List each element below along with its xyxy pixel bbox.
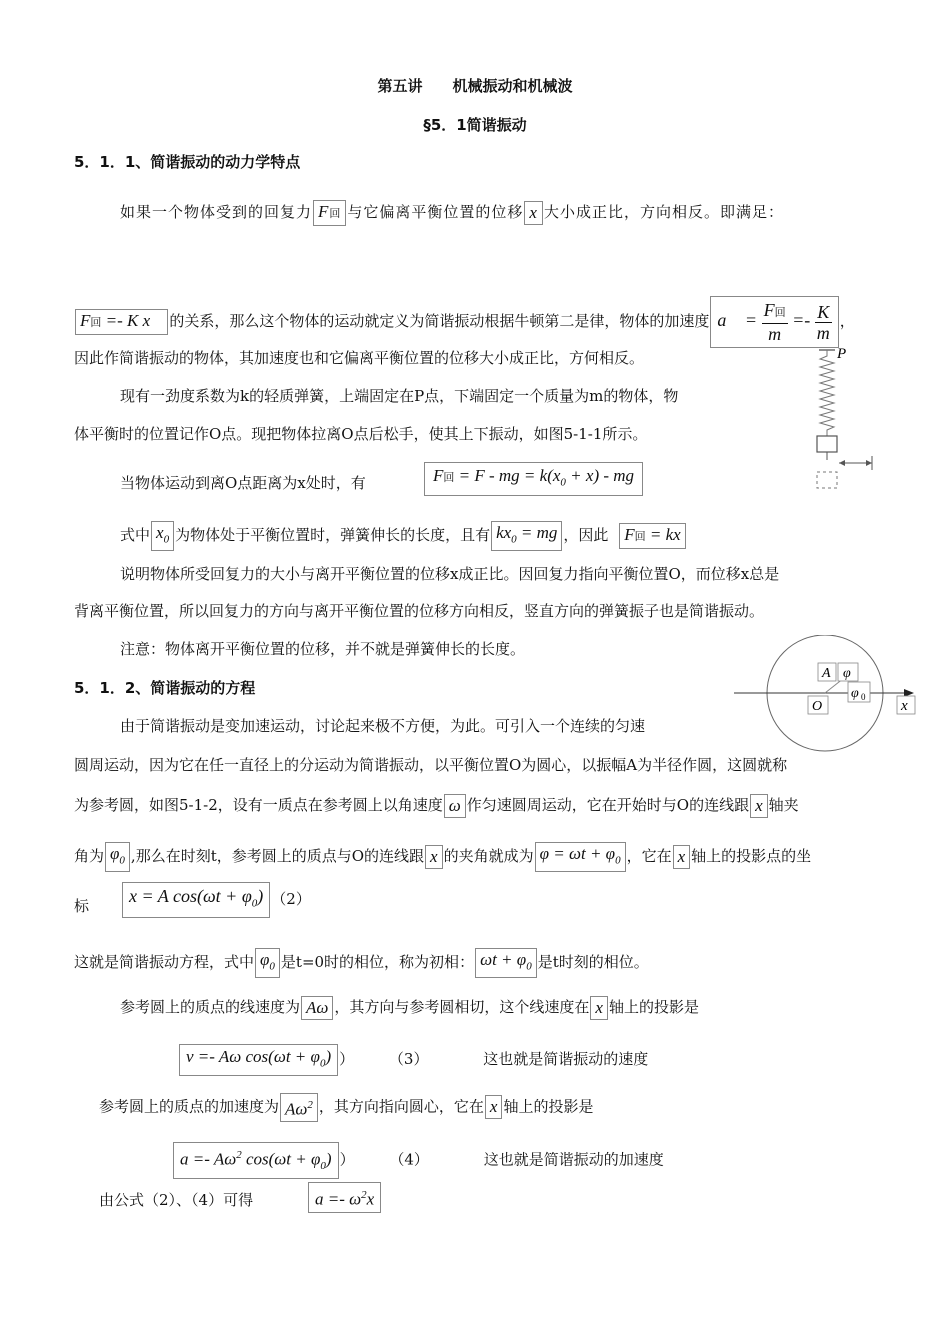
figure-reference-circle bbox=[730, 635, 920, 755]
heading-5-1-1: 5．1．1、简谐振动的动力学特点 bbox=[74, 153, 301, 171]
paragraph-14: 由公式（2）、（4）可得 bbox=[99, 1191, 254, 1209]
paragraph-13: $a =- A\omega^2$ $\cos(\omega t + \varphi_0)$ ） （4） 这也就是简谐振动的加速度 bbox=[172, 1142, 664, 1179]
lecture-title: 第五讲 机械振动和机械波 bbox=[377, 77, 573, 95]
eq-omega: ω bbox=[444, 794, 466, 818]
fig1-arrow-head-left bbox=[839, 460, 845, 466]
paragraph-12: 参考圆上的质点的加速度为 $A\omega^2$ ，其方向指向圆心，它在 x 轴上的投影是 bbox=[99, 1093, 593, 1122]
fig1-displaced-block bbox=[817, 472, 837, 488]
section-title: §5．1简谐振动 bbox=[423, 116, 527, 134]
paragraph-3-line-1: 现有一劲度系数为k的轻质弹簧，上端固定在P点，下端固定一个质量为m的物体，物 bbox=[120, 387, 679, 405]
fig2-phi0-symbol: φ bbox=[851, 686, 859, 701]
paragraph-8-line-2: 圆周运动，因为它在任一直径上的分运动为简谐振动，以平衡位置O为圆心，以振幅A为半径作圆，这圆就称 bbox=[74, 756, 788, 774]
eq-x-axis-5: x bbox=[485, 1095, 503, 1119]
paragraph-9: 这就是简谐振动方程，式中 $\varphi_0$ 是t=0时的相位，称为初相： $\omega t + \varphi_0$ 是t时刻的相位。 bbox=[74, 948, 649, 978]
eq-hooke-vector: F回 =- K x⃗ bbox=[75, 309, 168, 335]
eq-x0: $x_0$ bbox=[151, 521, 174, 551]
eq-a-omega: Aω bbox=[301, 996, 333, 1020]
paragraph-4: 当物体运动到离O点距离为x处时，有 bbox=[120, 474, 366, 492]
paragraph-8-line-5: 标 bbox=[74, 897, 90, 915]
eq-phase-angle: $\varphi = \omega t + \varphi_0$ bbox=[535, 842, 626, 872]
eq-x-axis-3: x bbox=[673, 845, 691, 869]
eq-phi0-2: $\varphi_0$ bbox=[255, 948, 280, 978]
paragraph-6-line-1: 说明物体所受回复力的大小与离开平衡位置的位移x成正比。因回复力指向平衡位置O，而位移x总是 bbox=[120, 565, 780, 583]
fig1-arrow-head-right bbox=[866, 460, 872, 466]
paragraph-2-line-2: 因此作简谐振动的物体，其加速度也和它偏离平衡位置的位移大小成正比，方何相反。 bbox=[74, 349, 645, 367]
fig1-spring-coil bbox=[820, 350, 834, 436]
paragraph-6-line-2: 背离平衡位置，所以回复力的方向与离开平衡位置的位移方向相反，竖直方向的弹簧振子也是简谐振动。 bbox=[74, 602, 765, 620]
eq-a-omega2x-wrap bbox=[307, 1182, 382, 1213]
eq-phi0: $\varphi_0$ bbox=[105, 842, 130, 872]
eq-position-wrap: x = A $\cos(\omega t + \varphi_0)$ （2） bbox=[121, 882, 311, 918]
eq-a-omega-sq: $A\omega^2$ bbox=[280, 1093, 318, 1122]
eq-kx0-mg: $kx_0$ = mg bbox=[491, 521, 562, 551]
eq-phase: $\omega t + \varphi_0$ bbox=[475, 948, 537, 978]
paragraph-1: 如果一个物体受到的回复力 F回 与它偏离平衡位置的位移 x 大小成正比，方向相反。即满足： bbox=[120, 200, 784, 226]
eq-acceleration: $a =- A\omega^2$ $\cos(\omega t + \varphi_0)$ bbox=[173, 1142, 339, 1179]
eq-position: x = A $\cos(\omega t + \varphi_0)$ bbox=[122, 882, 270, 918]
figure-spring bbox=[805, 340, 885, 495]
heading-5-1-2: 5．1．2、简谐振动的方程 bbox=[74, 679, 256, 697]
eq-x-axis: x bbox=[750, 794, 768, 818]
eq-restoring-force: F回 bbox=[313, 200, 346, 226]
eq-f-kx: F回 = kx bbox=[619, 523, 685, 549]
eq-force-expansion-wrap bbox=[423, 462, 644, 496]
paragraph-8-line-4: 角为 $\varphi_0$ ,那么在时刻t，参考圆上的质点与O的连线跟 x 的夹角就成为 $\varphi = \omega t + \varphi_0$ ，它在 x 轴上的投影点的坐 bbox=[74, 842, 811, 872]
paragraph-2-line-1: F回 =- K x⃗ 的关系，那么这个物体的运动就定义为简谐振动根据牛顿第二是律，物体的加速度 a⃗ = $\frac{\text{F回}}{m}$ =- $\frac{K}{m}$ ， bbox=[74, 296, 855, 348]
paragraph-3-line-2: 体平衡时的位置记作O点。现把物体拉离O点后松手，使其上下振动，如图5-1-1所示。 bbox=[74, 425, 648, 443]
paragraph-5: 式中 $x_0$ 为物体处于平衡位置时，弹簧伸长的长度，且有 $kx_0$ = mg ，因此 F回 = kx bbox=[120, 521, 687, 551]
fig2-phi-symbol: φ bbox=[843, 666, 851, 681]
fig1-mass-block bbox=[817, 436, 837, 452]
fig2-phi0-sub: 0 bbox=[861, 692, 866, 702]
paragraph-8-line-1: 由于简谐振动是变加速运动，讨论起来极不方便，为此。可引入一个连续的匀速 bbox=[120, 717, 646, 735]
fig1-label-p: P bbox=[837, 346, 847, 362]
paragraph-7-note: 注意：物体离开平衡位置的位移，并不就是弹簧伸长的长度。 bbox=[120, 640, 526, 658]
eq-x-axis-2: x bbox=[425, 845, 443, 869]
fig2-label-o: O bbox=[812, 699, 823, 714]
eq-acceleration-fraction: a⃗ = $\frac{\text{F回}}{m}$ =- $\frac{K}{m}$ bbox=[710, 296, 838, 348]
eq-x-axis-4: x bbox=[590, 996, 608, 1020]
eq-a-omega2x: $a =- \omega^2x$ bbox=[308, 1182, 381, 1213]
eq-x: x bbox=[524, 201, 543, 225]
paragraph-11: v =- Aω $\cos(\omega t + \varphi_0)$ ） （3） 这也就是简谐振动的速度 bbox=[178, 1044, 648, 1076]
eq-force-expansion: F回 = F - mg = $k(x_0 + x)$ - mg bbox=[424, 462, 643, 496]
fig2-label-x: x bbox=[901, 698, 908, 714]
paragraph-8-line-3: 为参考圆，如图5-1-2，设有一质点在参考圆上以角速度 ω 作匀速圆周运动，它在开始时与O的连线跟 x 轴夹 bbox=[74, 794, 799, 818]
paragraph-10: 参考圆上的质点的线速度为 Aω ，其方向与参考圆相切，这个线速度在 x 轴上的投影是 bbox=[120, 996, 699, 1020]
fig2-label-a: A bbox=[822, 666, 831, 681]
eq-velocity: v =- Aω $\cos(\omega t + \varphi_0)$ bbox=[179, 1044, 338, 1076]
